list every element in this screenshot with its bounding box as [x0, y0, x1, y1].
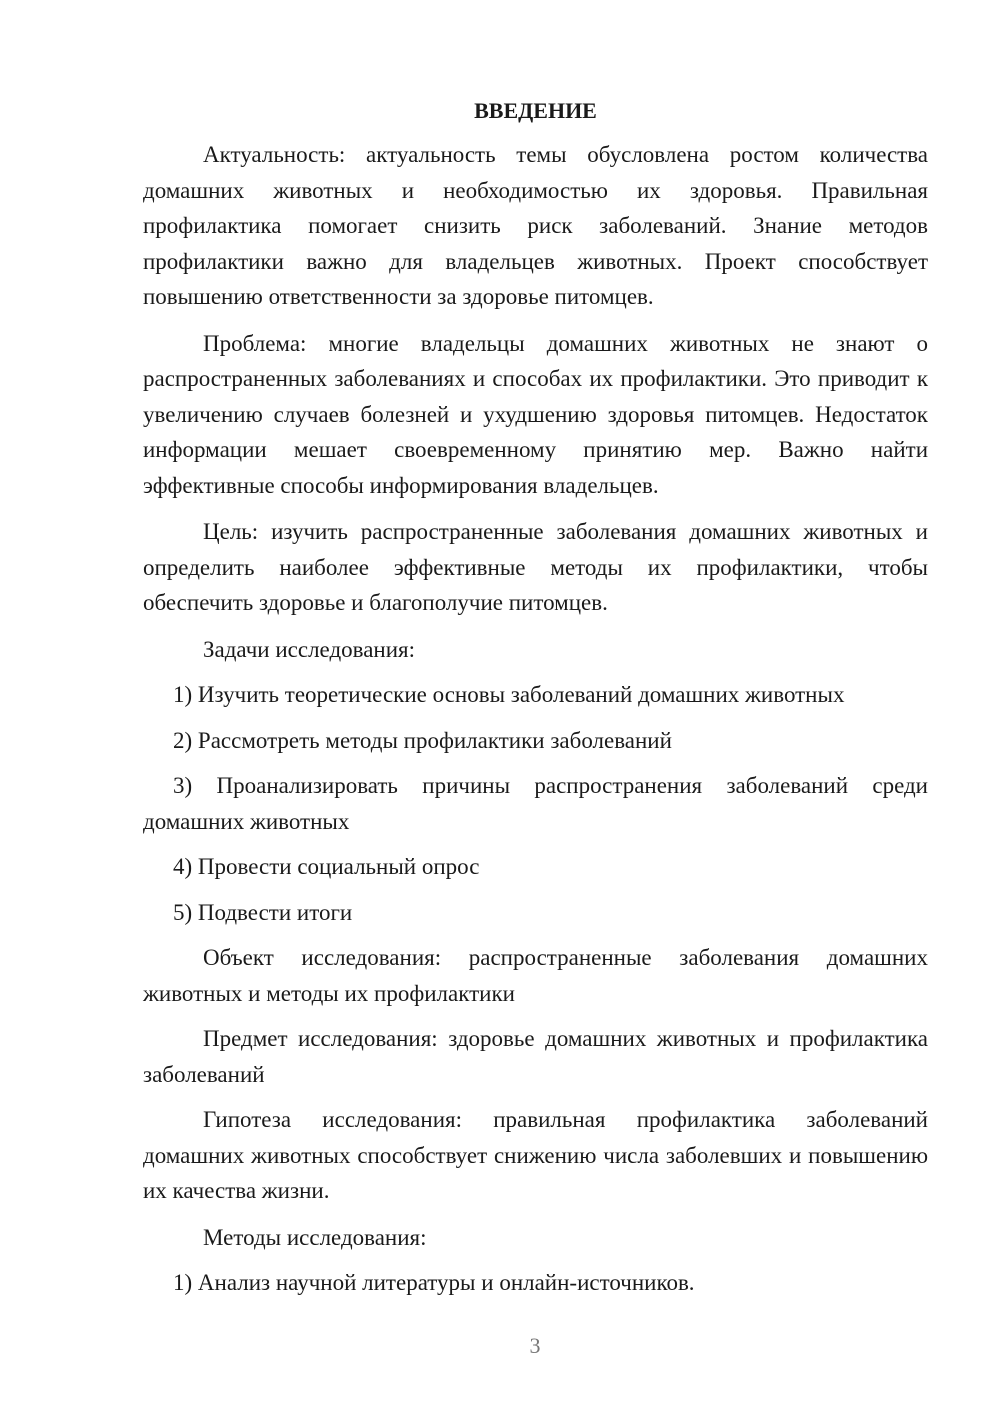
- task-item: 1) Изучить теоретические основы заболеваний домашних животных: [173, 682, 845, 707]
- task-item: 4) Провести социальный опрос: [173, 854, 480, 879]
- task-item: 5) Подвести итоги: [173, 899, 353, 925]
- goal-paragraph: Цель: изучить распространенные заболевания домашних животных и определить наиболее эффективные методы их профилактики, чтобы обеспечить здоровье и благополучие питомцев.: [143, 519, 928, 615]
- tasks-heading: Задачи исследования:: [203, 636, 416, 662]
- hypothesis-paragraph: Гипотеза исследования: правильная профилактика заболеваний домашних животных способствует снижению числа заболевших и повышению их качества жизни.: [143, 1107, 928, 1203]
- method-item: 1) Анализ научной литературы и онлайн-источников.: [173, 1270, 695, 1295]
- subject-paragraph: Предмет исследования: здоровье домашних животных и профилактика заболеваний: [143, 1026, 928, 1087]
- relevance-paragraph: Актуальность: актуальность темы обусловлена ростом количества домашних животных и необходимостью их здоровья. Правильная профилактика помогает снизить риск заболеваний. Знание методов профилактики важно для владельцев животных. Проект способствует повышению ответственности за здоровье питомцев.: [143, 142, 928, 309]
- problem-paragraph: Проблема: многие владельцы домашних животных не знают о распространенных заболеваниях и способах их профилактики. Это приводит к увеличению случаев болезней и ухудшению здоровья питомцев. Недостаток информации мешает своевременному принятию мер. Важно найти эффективные способы информирования владельцев.: [143, 330, 928, 498]
- methods-heading: Методы исследования:: [203, 1224, 427, 1250]
- task-item: 3) Проанализировать причины распространения заболеваний среди домашних животных: [143, 773, 928, 834]
- page-number: 3: [529, 1333, 541, 1358]
- task-item: 2) Рассмотреть методы профилактики заболеваний: [173, 727, 672, 753]
- page-content: [143, 96, 928, 1311]
- object-paragraph: Объект исследования: распространенные заболевания домашних животных и методы их профилактики: [143, 945, 928, 1006]
- page-title: ВВЕДЕНИЕ: [474, 98, 597, 123]
